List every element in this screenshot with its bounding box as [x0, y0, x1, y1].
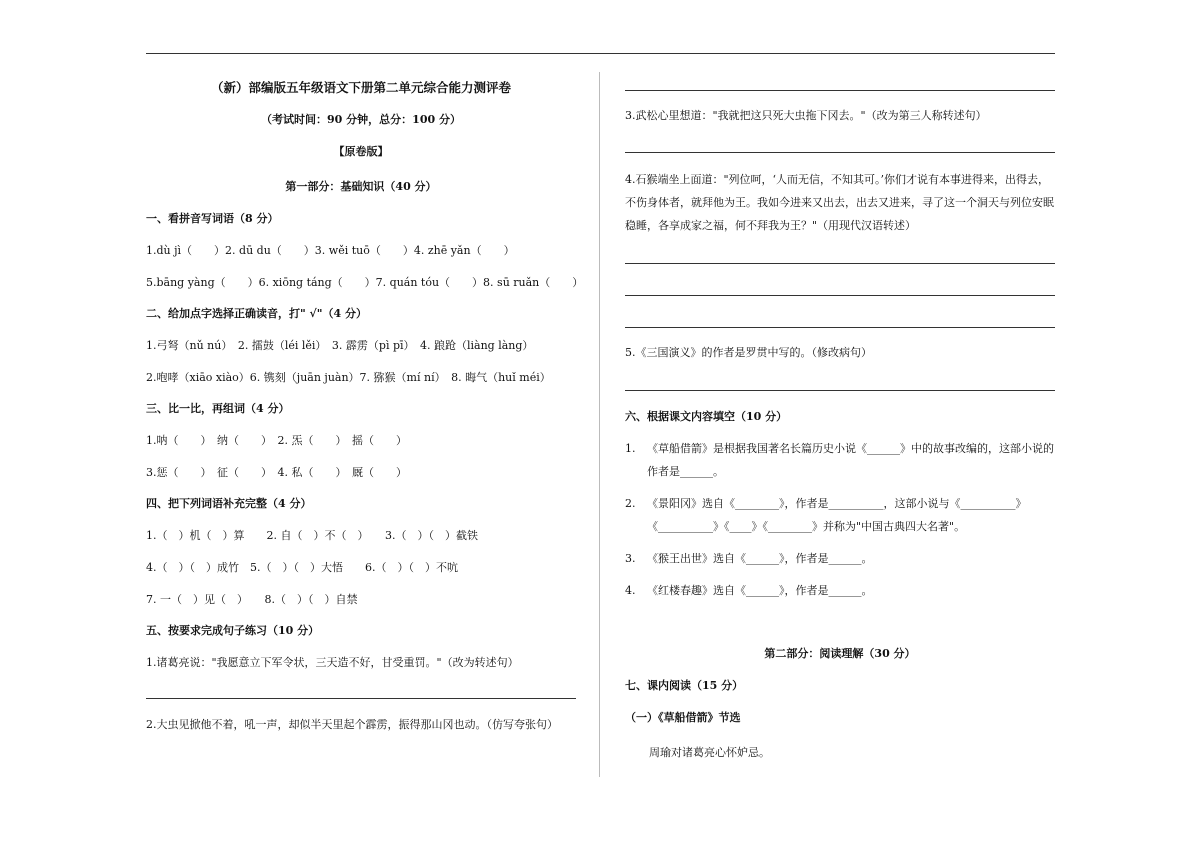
- section6-heading: 六、根据课文内容填空（10 分）: [625, 410, 788, 423]
- section1-row: 1.dù jì（ ）2. dū du（ ）3. wěi tuō（ ）4. zhē yǎn（ ）: [146, 244, 515, 257]
- section6-item: 《猴王出世》选自《______》，作者是______。: [647, 552, 873, 565]
- part2-heading: 第二部分：阅读理解（30 分）: [764, 647, 916, 660]
- column-divider: [599, 72, 600, 777]
- top-rule: [146, 53, 1055, 54]
- section6-item-number: 4.: [625, 584, 636, 597]
- page-title: （新）部编版五年级语文下册第二单元综合能力测评卷: [210, 80, 511, 95]
- section5-question-2: 2.大虫见掀他不着，吼一声，却似半天里起个霹雳，振得那山冈也动。（仿写夸张句）: [146, 718, 558, 731]
- section5-question-1: 1.诸葛亮说："我愿意立下军令状，三天造不好，甘受重罚。"（改为转述句）: [146, 656, 519, 669]
- answer-line: [625, 327, 1055, 328]
- section3-row: 3.惩（ ） 征（ ） 4. 私（ ） 厩（ ）: [146, 466, 407, 479]
- section5-heading: 五、按要求完成句子练习（10 分）: [146, 624, 320, 637]
- section7-heading: 七、课内阅读（15 分）: [625, 679, 744, 692]
- part1-heading: 第一部分：基础知识（40 分）: [285, 180, 437, 193]
- answer-line: [625, 295, 1055, 296]
- reading-paragraph: 周瑜对诸葛亮心怀妒忌。: [649, 746, 770, 759]
- reading-subheading: （一）《草船借箭》节选: [625, 711, 741, 724]
- section6-item-number: 1.: [625, 442, 636, 455]
- answer-line: [625, 390, 1055, 391]
- section5-question-5: 5.《三国演义》的作者是罗贯中写的。（修改病句）: [625, 346, 872, 359]
- section1-heading: 一、看拼音写词语（8 分）: [146, 212, 279, 225]
- section6-item-number: 3.: [625, 552, 636, 565]
- section4-row: 7. 一（ ）见（ ） 8.（ ）（ ）自禁: [146, 593, 358, 606]
- section4-heading: 四、把下列词语补充完整（4 分）: [146, 497, 312, 510]
- section6-item: 《景阳冈》选自《________》，作者是__________，这部小说与《__________》《__________》《____》《________》并称为"中国古典四大名著"。: [647, 497, 1027, 533]
- answer-line: [146, 698, 576, 699]
- section3-row: 1.呐（ ） 纳（ ） 2. 炁（ ） 摇（ ）: [146, 434, 407, 447]
- answer-line: [625, 263, 1055, 264]
- section6-item: 《草船借箭》是根据我国著名长篇历史小说《______》中的故事改编的，这部小说的作者是______。: [647, 442, 1054, 478]
- section2-row: 1.弓弩（nǔ nú） 2. 擂鼓（léi lěi） 3. 霹雳（pì pī） 4. 踉跄（liàng làng）: [146, 339, 534, 352]
- answer-line: [625, 152, 1055, 153]
- section1-row: 5.bāng yàng（ ）6. xiōng táng（ ）7. quán tóu（ ）8. sū ruǎn（ ）: [146, 276, 584, 289]
- version-label: 【原卷版】: [333, 145, 389, 158]
- section2-row: 2.咆哮（xiāo xiào）6. 镌刻（juān juàn）7. 猕猴（mí ní） 8. 晦气（huǐ méi）: [146, 371, 551, 384]
- section3-heading: 三、比一比，再组词（4 分）: [146, 402, 290, 415]
- section4-row: 4.（ ）（ ）成竹 5.（ ）（ ）大悟 6.（ ）（ ）不吭: [146, 561, 458, 574]
- exam-info: （考试时间：90 分钟，总分：100 分）: [261, 113, 461, 126]
- section5-question-3: 3.武松心里想道："我就把这只死大虫拖下冈去。"（改为第三人称转述句）: [625, 109, 987, 122]
- answer-line: [625, 90, 1055, 91]
- section6-item-number: 2.: [625, 497, 636, 510]
- section4-row: 1.（ ）机（ ）算 2. 自（ ）不（ ） 3.（ ）（ ）截铁: [146, 529, 478, 542]
- section2-heading: 二、给加点字选择正确读音，打" √"（4 分）: [146, 307, 368, 320]
- section5-question-4: 4.石猴端坐上面道："列位呵，‘人而无信，不知其可。’你们才说有本事进得来，出得去，不伤身体者，就拜他为王。我如今进来又出去，出去又进来，寻了这一个洞天与列位安眠稳睡，各享成家之福，何不拜我为王？"（用现代汉语转述）: [625, 173, 1054, 232]
- section6-item: 《红楼春趣》选自《______》，作者是______。: [647, 584, 873, 597]
